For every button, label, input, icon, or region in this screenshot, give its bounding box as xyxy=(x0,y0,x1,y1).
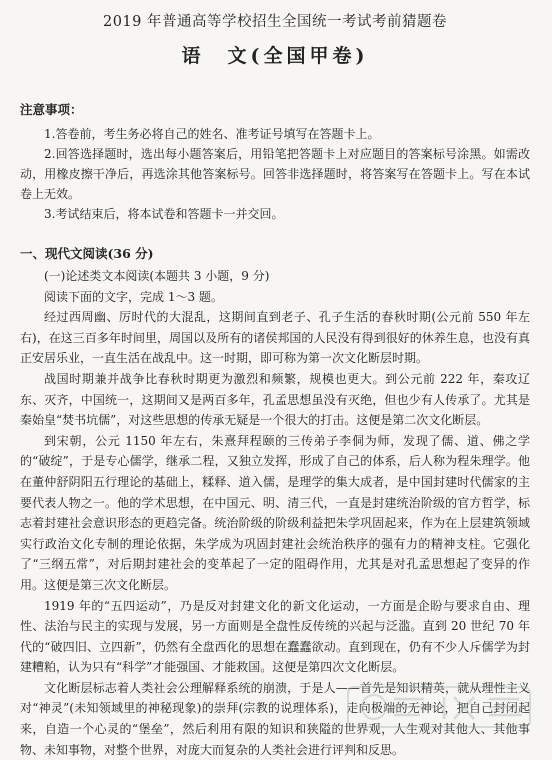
note-item: 3.考试结束后，将本试卷和答题卡一并交回。 xyxy=(44,207,284,221)
notes-heading: 注意事项： xyxy=(20,102,83,117)
note-item: 2.回答选择题时，选出每小题答案后，用铅笔把答题卡上对应题目的答案标号涂黑。如需改动，用橡皮擦干净后，再选涂其他答案标号。回答非选择题时，将答案写在答题卡上。写在本试卷上无效。 xyxy=(20,147,530,201)
passage-paragraph: 1919 年的“五四运动”，乃是反对封建文化的新文化运动，一方面是企盼与要求自由、理性、法治与民主的实现与发展，另一方面则是全盘性反传统的兴起与泛滥。直到 20 世纪 70 年代的“破四旧、立四新”，仍然有全盘西化的思想在蠢蠢欲动。直到现在，仍有不少人斥儒学为封建糟粕，认为只有“科学”才能强国、才能救国。这便是第四次文化断层。 xyxy=(20,598,530,675)
instruction: 阅读下面的文字，完成 1～3 题。 xyxy=(44,289,223,304)
passage-paragraph: 经过西周幽、厉时代的大混乱，这期间直到老子、孔子生活的春秋时期(公元前 550 年左右)，在这三百多年时间里，周国以及所有的诸侯邦国的人民没有得到很好的休养生息，也没有真正安居乐业，一直生活在战乱中。这一时期，即可称为第一次文化断层时期。 xyxy=(20,310,530,366)
passage-paragraph: 战国时期兼并战争比春秋时期更为激烈和频繁，规模也更大。到公元前 222 年，秦攻辽东、灭齐，中国统一，这期间又是两百多年，孔孟思想虽没有灭绝，但也少有人传承了。尤其是秦始皇“焚书坑儒”，对这些思想的传承无疑是一个很大的打击。这便是第二次文化断层。 xyxy=(20,371,530,428)
subject-title: 语 文(全国甲卷) xyxy=(181,45,369,67)
notes-section xyxy=(20,100,530,224)
watermark-logo xyxy=(344,681,534,733)
section-heading: 一、现代文阅读(36 分) xyxy=(20,246,154,261)
sub-heading: (一)论述类文本阅读(本题共 3 小题，9 分) xyxy=(44,269,270,283)
passage-paragraph: 到宋朝，公元 1150 年左右，朱熹拜程颐的三传弟子李侗为师，发现了儒、道、佛之学的“破绽”，于是专心儒学，继承二程，又独立发挥，形成了自己的体系，后人称为程朱理学。他在董仲舒阴阳五行理论的基础上，糅释、道入儒，是理学的集大成者，是中国封建时代儒家的主要代表人物之一。他的学术思想，在中国元、明、清三代，一直是封建统治阶级的官方哲学，标志着封建社会意识形态的更趋完备。统治阶级的阶级利益把朱学巩固起来，作为在上层建筑领域实行政治文化专制的理论依据，朱学成为巩固封建社会统治秩序的强有力的精神支柱。它强化了“三纲五常”，对后期封建社会的变革起了一定的阻碍作用，尤其是对孔孟思想起了变异的作用。这便是第三次文化断层。 xyxy=(20,433,530,592)
exam-title: 2019 年普通高等学校招生全国统一考试考前猜题卷 xyxy=(102,14,447,30)
passage-paragraph: 文化断层标志着人类社会公理解释系统的崩溃，于是人——首先是知识精英，就从理性主义对“神灵”(未知领域里的神秘现象)的崇拜(宗教的说理体系)，走向极端的无神论，把自己封闭起来，自造一个心灵的“堡垒”，然后利用有限的知识和狭隘的世界观，人生观对其他人、其他事物、未知事物，对整个世界，对庞大而复杂的人类社会进行评判和反思。 xyxy=(20,680,530,757)
note-item: 1.答卷前，考生务必将自己的姓名、准考证号填写在答题卡上。 xyxy=(44,127,380,141)
